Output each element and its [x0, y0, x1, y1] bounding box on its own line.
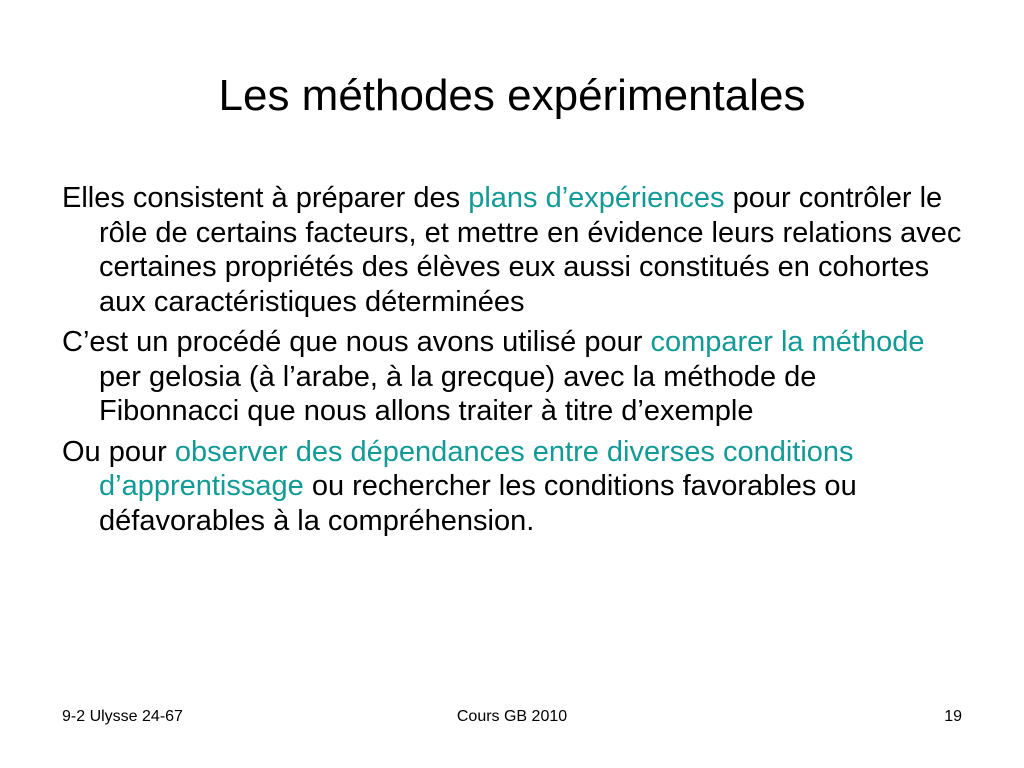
slide-title: Les méthodes expérimentales [218, 71, 806, 120]
paragraph-2-highlight: comparer la méthode [650, 326, 925, 358]
footer-left-text: 9-2 Ulysse 24-67 [62, 708, 183, 725]
paragraph-1-text-after: pour contrôler le rôle de certains facteurs, et mettre en évidence leurs relations avec certaines propriétés des élèves eux aussi constitués en cohortes aux caractéristiques déterminées [99, 182, 962, 318]
paragraph-3-highlight: observer des dépendances entre diverses conditions d’apprentissage [99, 435, 854, 502]
paragraph-1 [62, 181, 962, 319]
footer-center-text: Cours GB 2010 [456, 708, 568, 725]
slide-body [62, 181, 962, 544]
page-number: 19 [944, 708, 962, 725]
paragraph-1-text-before: Elles consistent à préparer des [62, 182, 469, 214]
paragraph-3 [62, 435, 962, 539]
paragraph-2 [62, 325, 962, 429]
paragraph-3-text-before: Ou pour [62, 435, 175, 468]
paragraph-3-text-after: ou rechercher les conditions favorables ou défavorables à la compréhension. [99, 470, 857, 537]
paragraph-2-text-before: C’est un procédé que nous avons utilisé pour [62, 326, 651, 358]
paragraph-1-highlight: plans d’expériences [468, 182, 725, 214]
paragraph-2-text-after: per gelosia (à l’arabe, à la grecque) avec la méthode de Fibonnacci que nous allons traiter à titre d’exemple [99, 360, 817, 427]
